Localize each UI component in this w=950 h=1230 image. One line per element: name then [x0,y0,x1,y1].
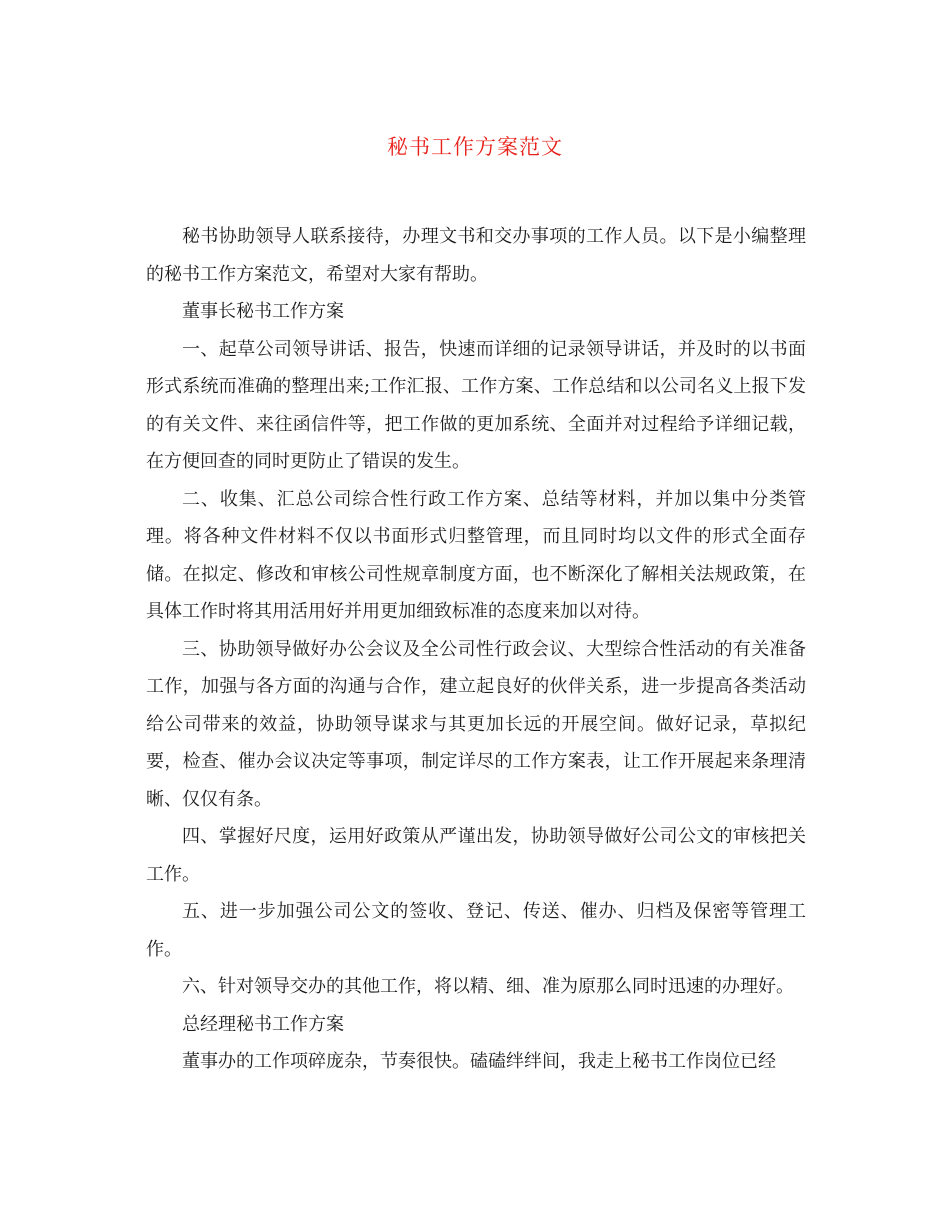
body-paragraph: 五、进一步加强公司公文的签收、登记、传送、催办、归档及保密等管理工作。 [146,901,806,960]
body-paragraph: 六、针对领导交办的其他工作，将以精、细、准为原那么同时迅速的办理好。 [182,976,794,997]
body-paragraph: 二、收集、汇总公司综合性行政工作方案、总结等材料，并加以集中分类管理。将各种文件材料不仅以书面形式归整管理，而且同时均以文件的形式全面存储。在拟定、修改和审核公司性规章制度方面，也不断深化了解相关法规政策，在具体工作时将其用活用好并用更加细致标准的态度来加以对待。 [146,488,806,622]
section-heading-general-manager: 总经理秘书工作方案 [182,1013,344,1035]
body-paragraph: 三、协助领导做好办公会议及全公司性行政会议、大型综合性活动的有关准备工作，加强与各方面的沟通与合作，建立起良好的伙伴关系，进一步提高各类活动给公司带来的效益，协助领导谋求与其更加长远的开展空间。做好记录，草拟纪要，检查、催办会议决定等事项，制定详尽的工作方案表，让工作开展起来条理清晰、仅仅有条。 [146,638,806,810]
body-paragraph: 董事办的工作项碎庞杂，节奏很快。磕磕绊绊间，我走上秘书工作岗位已经 [182,1051,776,1072]
body-paragraph: 一、起草公司领导讲话、报告，快速而详细的记录领导讲话，并及时的以书面形式系统而准确的整理出来;工作汇报、工作方案、工作总结和以公司名义上报下发的有关文件、来往函信件等，把工作做的更加系统、全面并对过程给予详细记载，在方便回查的同时更防止了错误的发生。 [146,338,806,472]
document-body [146,218,806,1081]
intro-paragraph: 秘书协助领导人联系接待，办理文书和交办事项的工作人员。以下是小编整理的秘书工作方案范文，希望对大家有帮助。 [146,226,806,285]
section-heading-chairman: 董事长秘书工作方案 [182,301,344,322]
document-title: 秘书工作方案范文 [387,135,563,159]
body-paragraph: 四、掌握好尺度，运用好政策从严谨出发，协助领导做好公司公文的审核把关工作。 [146,826,806,885]
